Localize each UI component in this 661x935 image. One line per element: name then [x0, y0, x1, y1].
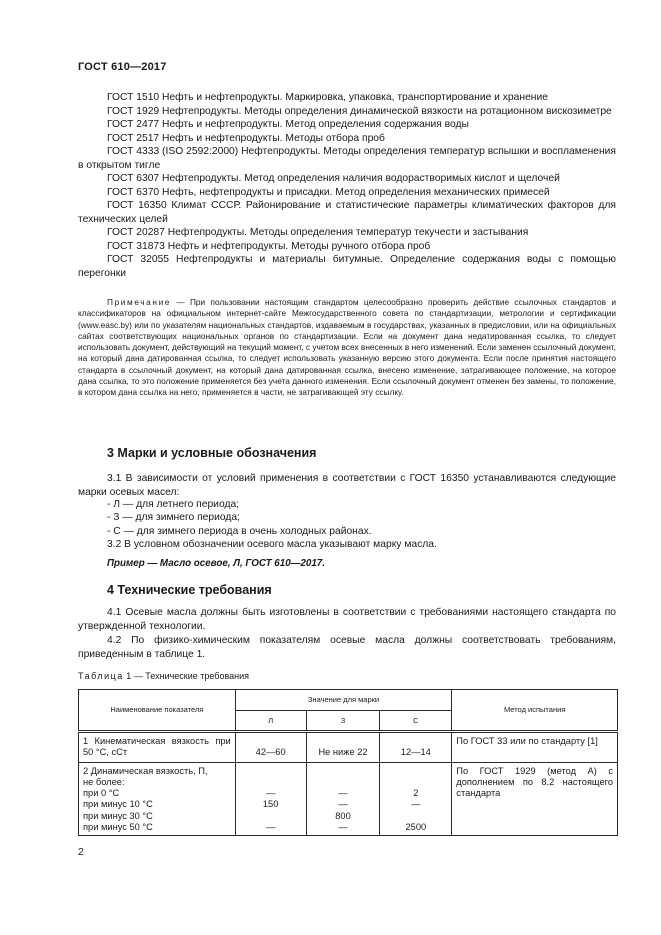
paragraph-4-2: 4.2 По физико-химическим показателям осевые масла должны соответствовать требованиям, приведенным в таблице 1.	[78, 635, 616, 660]
requirements-table	[78, 689, 618, 836]
column-header-grade-s: С	[380, 711, 452, 732]
cell-grade-l	[235, 762, 306, 836]
table-caption-label: Таблица	[78, 671, 124, 681]
cell-value	[240, 811, 302, 822]
reference-item: ГОСТ 2517 Нефть и нефтепродукты. Методы отбора проб	[107, 132, 385, 144]
reference-item: ГОСТ 1510 Нефть и нефтепродукты. Маркировка, упаковка, транспортирование и хранение	[107, 92, 548, 103]
cell-value: 150	[262, 799, 279, 810]
page-number: 2	[78, 846, 84, 858]
normative-references	[78, 91, 616, 280]
cell-value: 800	[335, 810, 351, 821]
table-row	[79, 762, 618, 836]
grade-item: - Л — для летнего периода;	[107, 499, 240, 510]
cell-value: —	[338, 799, 348, 810]
row-name-line: не более:	[83, 776, 125, 787]
cell-value: 2	[413, 788, 419, 799]
paragraph-3-1: 3.1 В зависимости от условий применения в соответствии с ГОСТ 16350 устанавливаются следующие марки осевых масел:	[78, 473, 616, 498]
table-caption	[78, 671, 249, 681]
reference-item: ГОСТ 20287 Нефтепродукты. Методы определения температур текучести и застывания	[107, 227, 529, 238]
cell-grade-s: 12—14	[380, 732, 452, 763]
cell-method: По ГОСТ 1929 (метод А) с дополнением по 8.2 настоящего стандарта	[452, 762, 618, 836]
reference-item: ГОСТ 2477 Нефть и нефтепродукты. Метод определения содержания воды	[107, 119, 469, 130]
column-header-method: Метод испытания	[452, 690, 618, 732]
row-name-line: при минус 10 °С	[83, 799, 153, 810]
paragraph-3-2: 3.2 В условном обозначении осевого масла указывают марку масла.	[107, 539, 437, 550]
row-name-line: при 0 °С	[83, 788, 120, 799]
cell-value: —	[266, 788, 276, 799]
reference-item: ГОСТ 6370 Нефть, нефтепродукты и присадки. Метод определения механических примесей	[107, 186, 550, 198]
column-header-grade-l: Л	[235, 711, 306, 732]
table-caption-title: 1 — Технические требования	[123, 671, 250, 681]
section-4-title: 4 Технические требования	[107, 583, 272, 597]
note-paragraph	[78, 297, 616, 398]
table-row	[79, 732, 618, 763]
cell-grade-s	[380, 762, 452, 836]
row-name-line: при минус 30 °С	[83, 810, 153, 821]
paragraph-4-1: 4.1 Осевые масла должны быть изготовлены в соответствии с требованиями настоящего стандарта по утвержденной технологии.	[78, 607, 616, 632]
section-3-title: 3 Марки и условные обозначения	[107, 446, 317, 460]
reference-item: ГОСТ 16350 Климат СССР. Районирование и статистические параметры климатических факторов для технических целей	[78, 200, 616, 225]
cell-method: По ГОСТ 33 или по стандарту [1]	[452, 732, 618, 763]
document-code: ГОСТ 610—2017	[78, 61, 167, 73]
reference-item: ГОСТ 6307 Нефтепродукты. Метод определения наличия водорастворимых кислот и щелочей	[107, 173, 560, 184]
column-header-grade-z: З	[306, 711, 380, 732]
cell-value	[384, 811, 447, 822]
cell-grade-l: 42—60	[235, 732, 306, 763]
column-header-indicator: Наименование показателя	[79, 690, 236, 732]
row-name-line: 2 Динамическая вязкость, П,	[83, 765, 208, 776]
reference-item: ГОСТ 32055 Нефтепродукты и материалы битумные. Определение содержания воды с помощью перегонки	[78, 254, 616, 279]
row-name: 1 Кинематическая вязкость при 50 °С, сСт	[79, 732, 236, 763]
row-name-line: при минус 50 °С	[83, 822, 153, 833]
cell-grade-z: Не ниже 22	[306, 732, 380, 763]
cell-value: 2500	[405, 822, 427, 833]
row-name	[79, 762, 236, 836]
reference-item: ГОСТ 31873 Нефть и нефтепродукты. Методы ручного отбора проб	[107, 240, 431, 252]
reference-item: ГОСТ 1929 Нефтепродукты. Методы определения динамической вязкости на ротационном вискозиметре	[107, 105, 612, 117]
grade-item: - С — для зимнего периода в очень холодных районах.	[107, 526, 372, 537]
note-label: Примечание	[107, 297, 172, 307]
column-header-value-group: Значение для марки	[235, 690, 452, 711]
cell-grade-z	[306, 762, 380, 836]
reference-item: ГОСТ 4333 (ISO 2592:2000) Нефтепродукты. Методы определения температур вспышки и воспламенения в открытом тигле	[78, 146, 616, 171]
cell-value: —	[338, 788, 348, 799]
grade-item: - З — для зимнего периода;	[107, 512, 240, 523]
cell-value: —	[338, 822, 348, 833]
cell-value: —	[411, 799, 421, 810]
cell-value: —	[266, 822, 276, 833]
note-text: — При пользовании настоящим стандартом целесообразно проверить действие ссылочных стандартов и классификаторов на официальном интернет-сайте Межгосударственного совета по стандартизации, метрологии и сертификации (www.easc.by) или по указателям национальных стандартов, издаваемым в государствах, указанных в предисловии, или на официальных сайтах соответствующих национальных органов по стандартизации. Если на документ дана недатированная ссылка, то следует использовать документ, действующий на текущий момент, с учетом всех внесенных в него изменений. Если заменен ссылочный документ, на который дана датированная ссылка, то следует использовать указанную версию этого документа. Если после принятия настоящего стандарта в ссылочный документ, на который дана датированная ссылка, внесено изменение, затрагивающее положение, на которое дана ссылка, то это положение применяется без учета данного изменения. Если ссылочный документ отменен без замены, то положение, в котором дана ссылка на него, применяется в части, не затрагивающей эту ссылку.	[78, 297, 616, 397]
example-designation: Пример — Масло осевое, Л, ГОСТ 610—2017.	[107, 558, 325, 569]
